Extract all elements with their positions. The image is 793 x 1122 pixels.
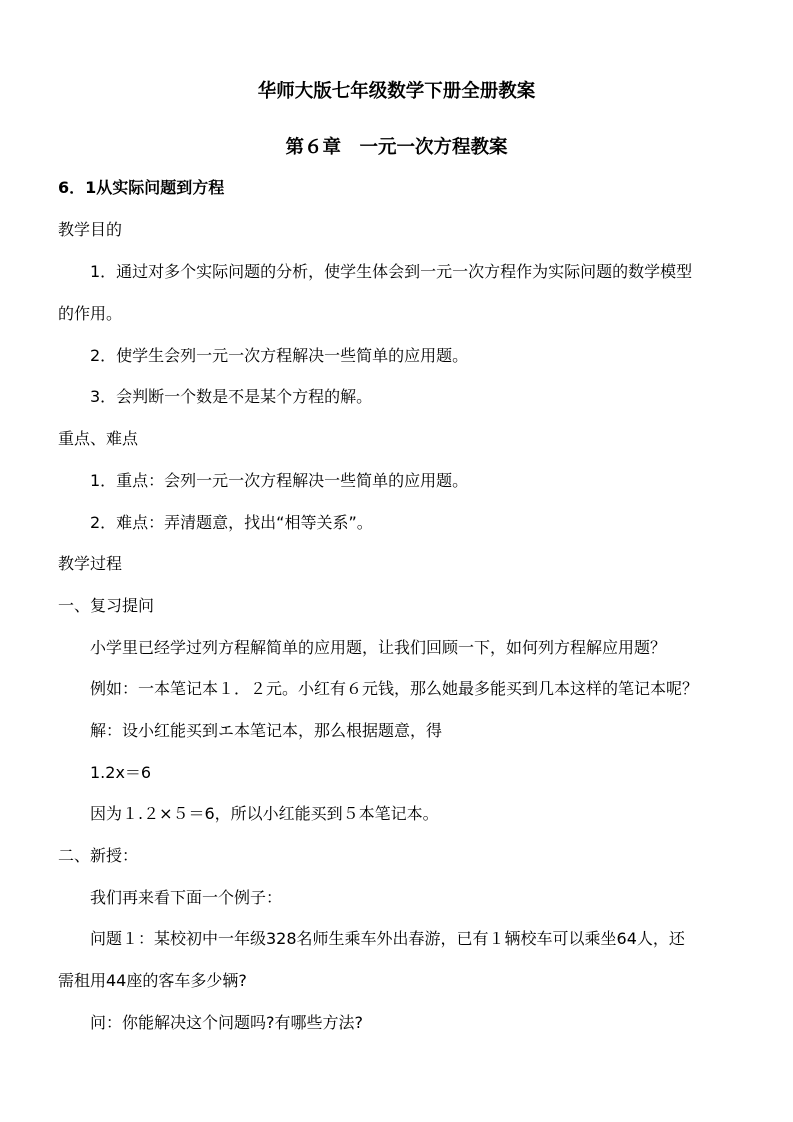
objective-3: 3．会判断一个数是不是某个方程的解。 bbox=[90, 387, 373, 406]
review-conclusion: 因为１.２×５＝6，所以小红能买到５本笔记本。 bbox=[90, 804, 439, 823]
chapter-title: 第６章 一元一次方程教案 bbox=[285, 137, 508, 158]
problem-1-line-1: 问题１：某校初中一年级328名师生乘车外出春游，已有１辆校车可以乘坐64人，还 bbox=[90, 929, 685, 948]
document-title: 华师大版七年级数学下册全册教案 bbox=[257, 81, 536, 102]
review-solution: 解：设小红能买到エ本笔记本，那么根据题意，得 bbox=[90, 721, 443, 740]
section-heading: 6．1从实际问题到方程 bbox=[58, 178, 225, 197]
key-points-heading: 重点、难点 bbox=[58, 429, 139, 448]
new-lesson-intro: 我们再来看下面一个例子： bbox=[90, 888, 283, 907]
objectives-heading: 教学目的 bbox=[58, 220, 123, 239]
review-example: 例如：一本笔记本１．２元。小红有６元钱，那么她最多能买到几本这样的笔记本呢？ bbox=[90, 679, 699, 698]
key-point-2: 2．难点：弄清题意，找出“相等关系”。 bbox=[90, 513, 373, 532]
process-heading: 教学过程 bbox=[58, 554, 123, 573]
objective-1-line-1: 1．通过对多个实际问题的分析，使学生体会到一元一次方程作为实际问题的数学模型 bbox=[90, 262, 693, 281]
review-heading: 一、复习提问 bbox=[58, 596, 155, 615]
review-equation: 1.2x＝6 bbox=[90, 763, 152, 782]
objective-1-line-2: 的作用。 bbox=[58, 304, 123, 323]
problem-question: 问：你能解决这个问题吗?有哪些方法? bbox=[90, 1013, 363, 1032]
objective-2: 2．使学生会列一元一次方程解决一些简单的应用题。 bbox=[90, 346, 469, 365]
review-intro: 小学里已经学过列方程解简单的应用题，让我们回顾一下，如何列方程解应用题？ bbox=[90, 638, 667, 657]
problem-1-line-2: 需租用44座的客车多少辆? bbox=[58, 971, 247, 990]
key-point-1: 1．重点：会列一元一次方程解决一些简单的应用题。 bbox=[90, 471, 469, 490]
new-lesson-heading: 二、新授： bbox=[58, 846, 139, 865]
